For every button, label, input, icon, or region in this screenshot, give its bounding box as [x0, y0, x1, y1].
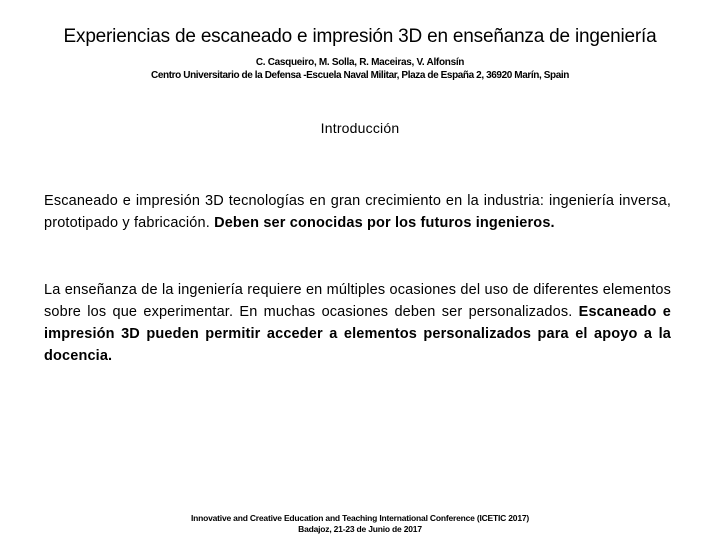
- paragraph-2: [44, 279, 671, 367]
- paragraph-1-text: Escaneado e impresión 3D tecnologías en gran crecimiento en la industria: ingeniería inversa, prototipado y fabricación.: [44, 193, 671, 231]
- paragraph-2-emphasis: Escaneado e impresión 3D pueden permitir acceder a elementos personalizados para el apoyo a la docencia.: [44, 304, 672, 364]
- footer-conference: Innovative and Creative Education and Teaching International Conference (ICETIC 2017): [190, 513, 530, 523]
- paragraph-1: [44, 190, 671, 234]
- footer: [0, 513, 720, 535]
- section-heading: Introducción: [320, 120, 400, 136]
- paragraph-1-emphasis: Deben ser conocidas por los futuros ingenieros.: [214, 215, 555, 231]
- footer-location-date: Badajoz, 21-23 de Junio de 2017: [298, 524, 422, 534]
- paragraph-2-text: La enseñanza de la ingeniería requiere en múltiples ocasiones del uso de diferentes elementos sobre los que experimentar. En muchas ocasiones deben ser personalizados.: [44, 282, 671, 320]
- affiliation-line: Centro Universitario de la Defensa -Escuela Naval Militar, Plaza de España 2, 36920 Marín, Spain: [151, 70, 569, 81]
- page-title: Experiencias de escaneado e impresión 3D en enseñanza de ingeniería: [63, 26, 657, 47]
- authors-line: C. Casqueiro, M. Solla, R. Maceiras, V. Alfonsín: [255, 57, 465, 68]
